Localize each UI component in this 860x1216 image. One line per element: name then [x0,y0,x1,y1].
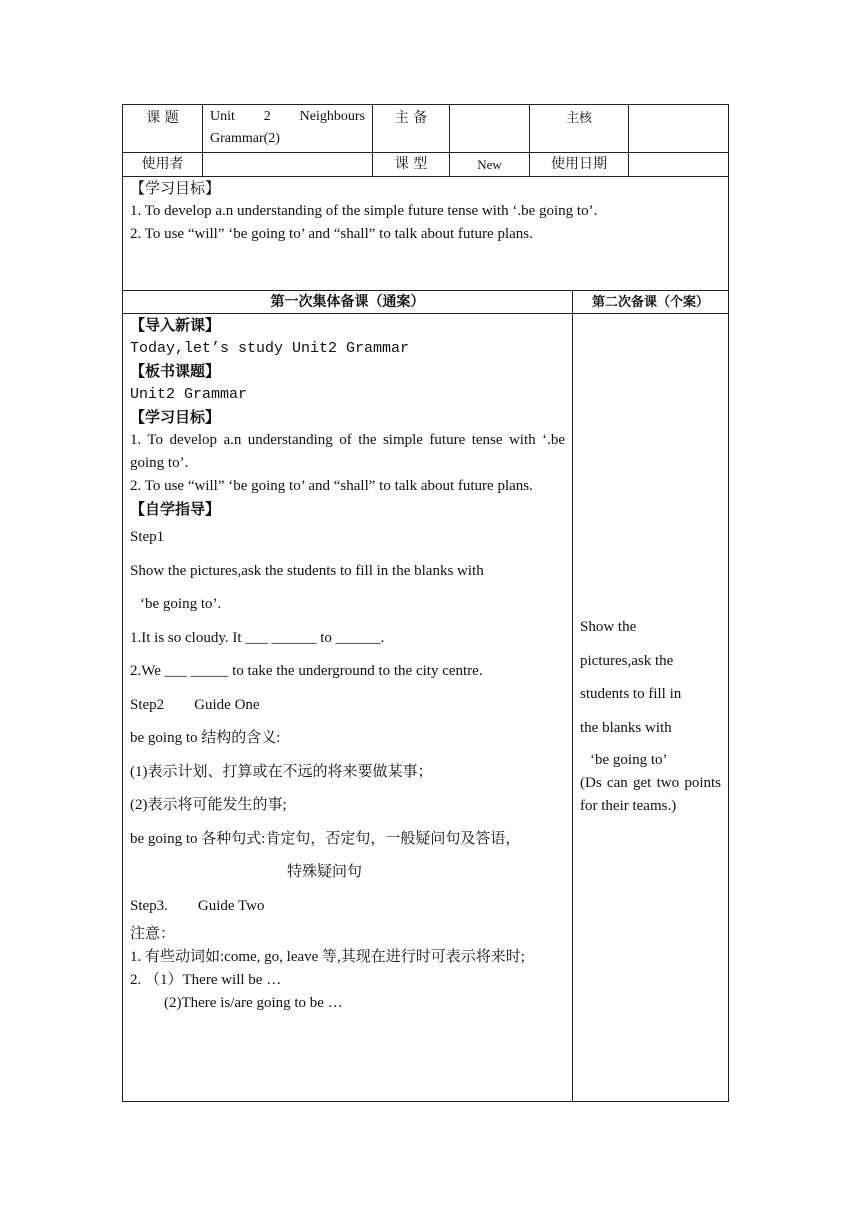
second-prep-title: 第二次备课（个案） [573,291,729,314]
second-prep-line-1: Show the [580,619,637,635]
prep-table [122,290,729,1102]
intro-text: Today,let’s study Unit2 Grammar [130,340,410,357]
lesson-plan [122,104,728,1102]
question-2: 2.We ___ _____ to take the underground to the city centre. [130,663,483,679]
prep-content-row [123,314,729,1102]
first-prep-content [123,314,573,1102]
goal-heading: 【学习目标】 [130,408,221,426]
forms-line-1: be going to 各种句式:肯定句，否定句，一般疑问句及答语， [130,830,521,847]
main-prep-label: 主 备 [373,105,450,153]
objectives-cell [123,177,729,291]
user-label: 使用者 [123,153,203,177]
second-prep-line-5: ‘be going to’ [590,752,668,768]
main-prep-value [450,105,530,153]
objectives-heading: 【学习目标】 [130,179,221,197]
lesson-type-value: New [450,153,530,177]
step-3: Step3. [130,897,168,914]
second-prep-line-4: the blanks with [580,719,672,736]
step-1-text: Show the pictures,ask the students to fill in the blanks with [130,562,484,579]
objectives-row [123,177,729,291]
meaning-2: (2)表示将可能发生的事; [130,797,287,813]
second-prep-line-3: students to fill in [580,686,682,702]
step-3-title: Guide Two [197,897,265,914]
step-1: Step1 [130,529,165,545]
forms-line-2: 特殊疑问句 [287,864,363,880]
goal-1: 1. To develop a.n understanding of the simple future tense with ‘.be going to’. [130,432,565,471]
meaning-1: (1)表示计划、打算或在不远的将来要做某事； [130,763,433,780]
topic-label: 课 题 [123,105,203,153]
prep-title-row [123,291,729,314]
topic-value [203,105,373,153]
step-2-line [130,689,565,723]
date-label: 使用日期 [530,153,629,177]
date-value [629,153,729,177]
topic-line-1: Unit 2 Neighbours [210,109,365,124]
note-2a: 2. （1）There will be … [130,972,282,988]
step-1-text-2: ‘be going to’. [140,596,222,612]
meaning-heading: be going to 结构的含义: [130,730,281,746]
step-2-title: Guide One [194,696,260,713]
user-value [203,153,373,177]
objective-1: 1. To develop a.n understanding of the simple future tense with ‘.be going to’. [130,203,598,219]
note-1: 1. 有些动词如:come, go, leave 等,其现在进行时可表示将来时; [130,949,525,965]
note-heading: 注意： [130,926,176,942]
reviewer-value [629,105,729,153]
reviewer-label: 主核 [530,105,629,153]
first-prep-title: 第一次集体备课（通案） [123,291,573,314]
question-1: 1.It is so cloudy. It ___ ______ to ______. [130,629,385,646]
header-row-1 [123,105,729,153]
step-3-line [130,890,565,924]
second-prep-line-6: (Ds can get two points for their teams.) [580,775,721,814]
goal-2: 2. To use “will” ‘be going to’ and “shall” to talk about future plans. [130,478,533,494]
objective-2: 2. To use “will” ‘be going to’ and “shall” to talk about future plans. [130,226,533,242]
lesson-plan-table [122,104,729,291]
intro-heading: 【导入新课】 [130,316,221,334]
topic-line-2: Grammar(2) [210,131,280,146]
second-prep-content [573,314,729,1102]
board-text: Unit2 Grammar [130,386,248,403]
lesson-type-label: 课 型 [373,153,450,177]
second-prep-line-2: pictures,ask the [580,652,674,669]
header-row-2 [123,153,729,177]
self-study-heading: 【自学指导】 [130,500,221,518]
note-2b: (2)There is/are going to be … [164,995,343,1011]
step-2: Step2 [130,696,165,713]
board-heading: 【板书课题】 [130,362,221,380]
